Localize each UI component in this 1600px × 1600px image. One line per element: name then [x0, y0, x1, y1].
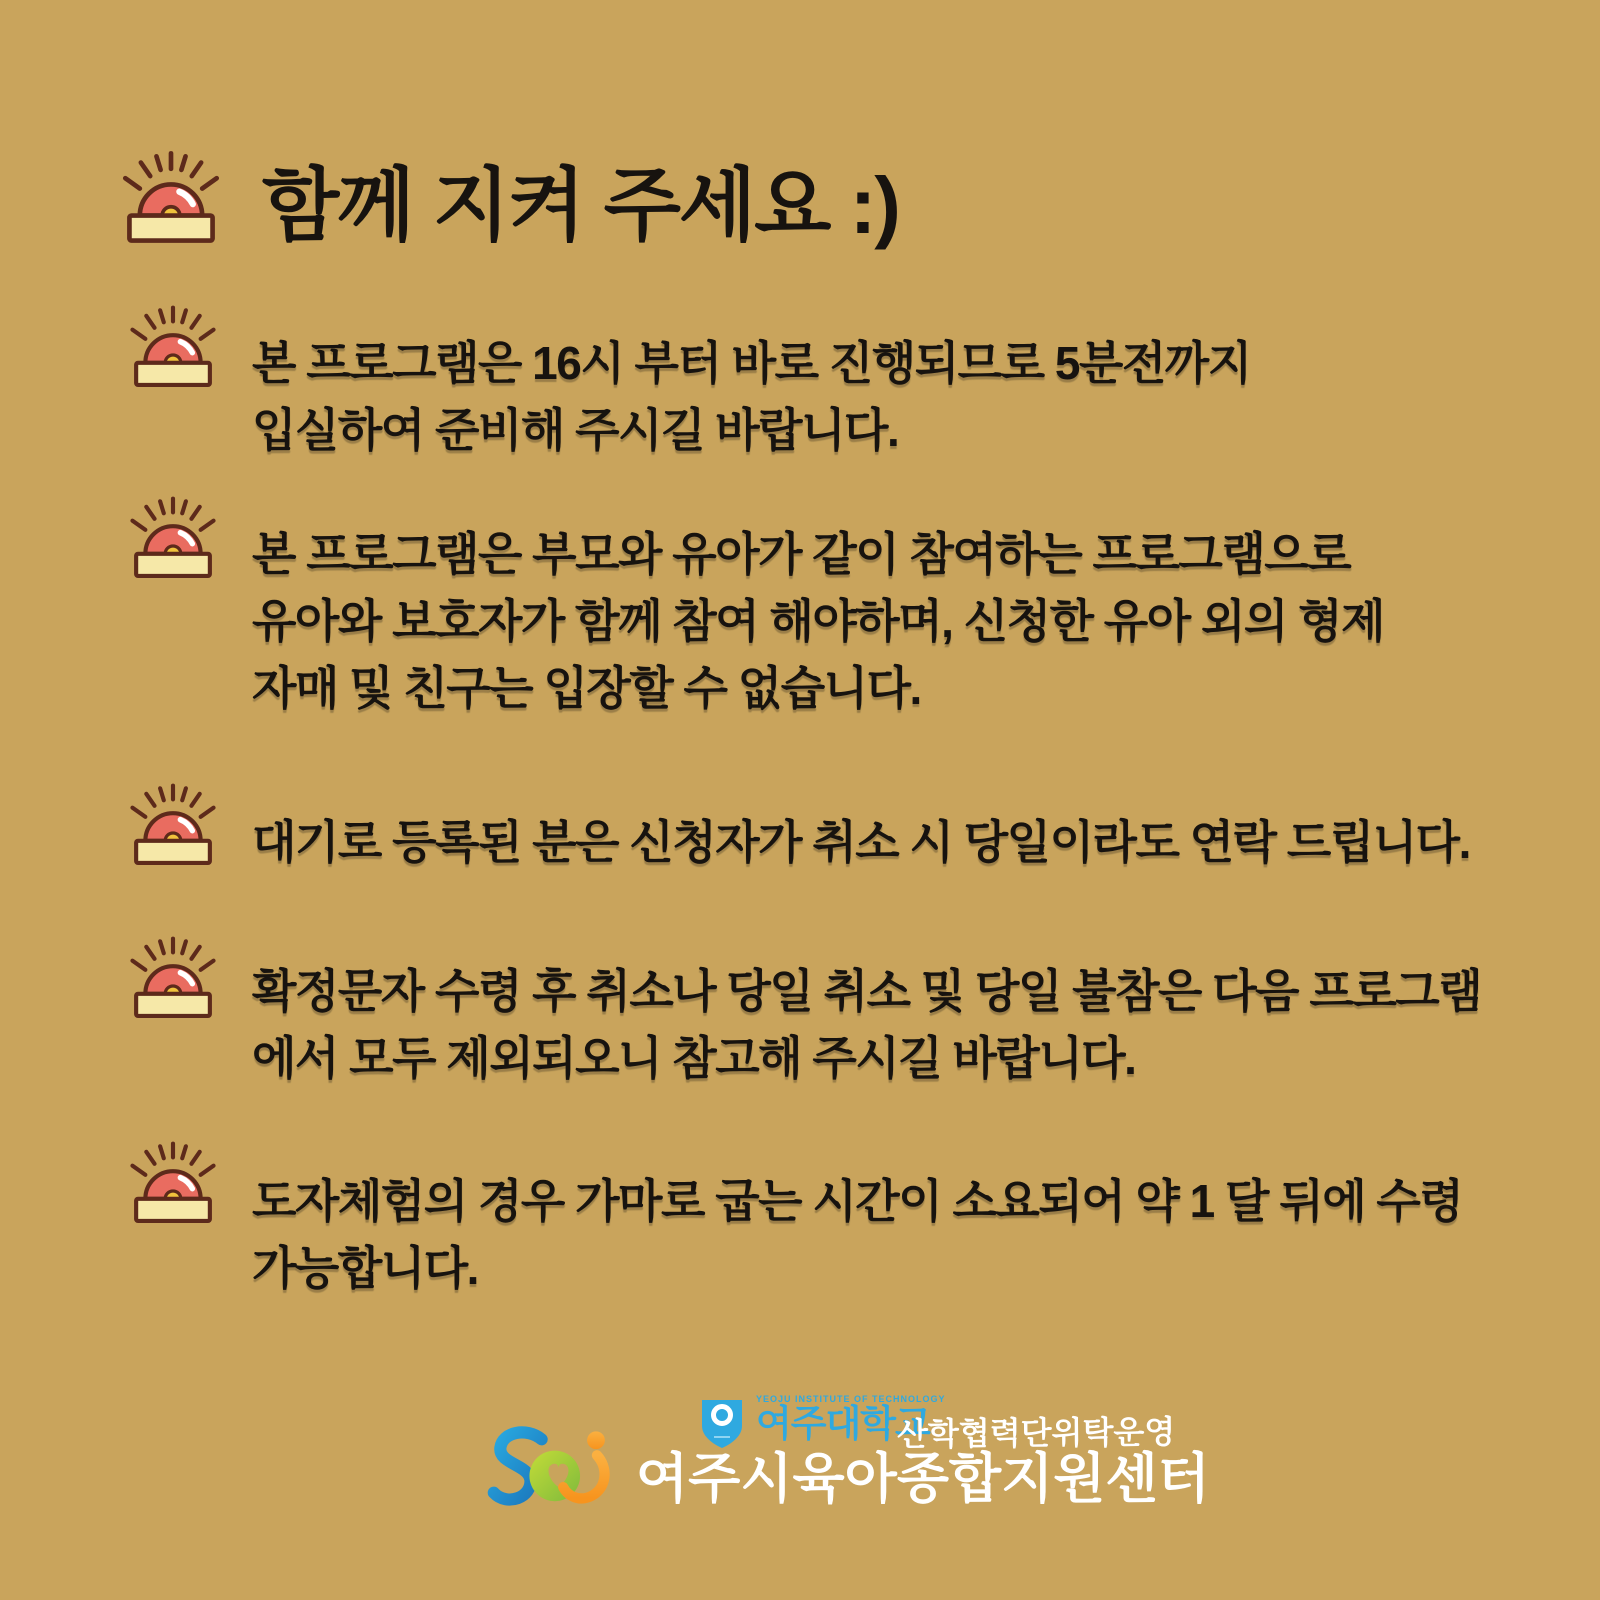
notice-item	[252, 809, 1470, 876]
center-name: 여주시육아종합지원센터	[636, 1449, 1210, 1509]
notice-text-line: 에서 모두 제외되오니 참고해 주시길 바랍니다.	[252, 1032, 1136, 1084]
operation-label: 산학협력단위탁운영	[896, 1413, 1176, 1453]
mark-person-head	[587, 1431, 605, 1449]
notice-text-line: 본 프로그램은 부모와 유아가 같이 참여하는 프로그램으로	[252, 528, 1351, 580]
page-title: 함께 지켜 주세요 :)	[262, 161, 899, 250]
notice-text-line: 입실하여 준비해 주시길 바랍니다.	[252, 404, 899, 456]
siren-icon	[126, 936, 220, 1024]
notice-text-line: 자매 및 친구는 입장할 수 없습니다.	[252, 662, 921, 714]
notice-item	[252, 1168, 1462, 1302]
center-logo-mark-icon	[476, 1426, 626, 1522]
siren-icon	[118, 150, 224, 250]
mark-green-ring	[529, 1451, 580, 1502]
siren-icon	[126, 1141, 220, 1229]
siren-icon	[126, 496, 220, 584]
mark-person-body	[563, 1455, 604, 1498]
notice-text-line: 도자체험의 경우 가마로 굽는 시간이 소요되어 약 1 달 뒤에 수령	[252, 1175, 1463, 1227]
university-shield-icon	[697, 1398, 747, 1450]
notice-item	[252, 958, 1481, 1092]
university-small-text: YEOJU INSTITUTE OF TECHNOLOGY	[756, 1394, 946, 1404]
siren-icon	[126, 783, 220, 871]
university-text-block	[756, 1394, 946, 1444]
notice-item	[252, 330, 1251, 464]
notice-item	[252, 521, 1384, 722]
university-name: 여주대학교	[756, 1403, 930, 1444]
notice-text-line: 유아와 보호자가 함께 참여 해야하며, 신청한 유아 외의 형제	[252, 595, 1384, 647]
notice-text-line: 대기로 등록된 분은 신청자가 취소 시 당일이라도 연락 드립니다.	[252, 816, 1470, 868]
notice-text-line: 확정문자 수령 후 취소나 당일 취소 및 당일 불참은 다음 프로그램	[252, 965, 1482, 1017]
siren-icon	[126, 305, 220, 393]
mark-heart-cutout	[549, 1464, 569, 1487]
notice-text-line: 본 프로그램은 16시 부터 바로 진행되므로 5분전까지	[252, 337, 1251, 389]
notice-text-line: 가능합니다.	[252, 1242, 478, 1294]
mark-s-shape	[494, 1432, 542, 1499]
